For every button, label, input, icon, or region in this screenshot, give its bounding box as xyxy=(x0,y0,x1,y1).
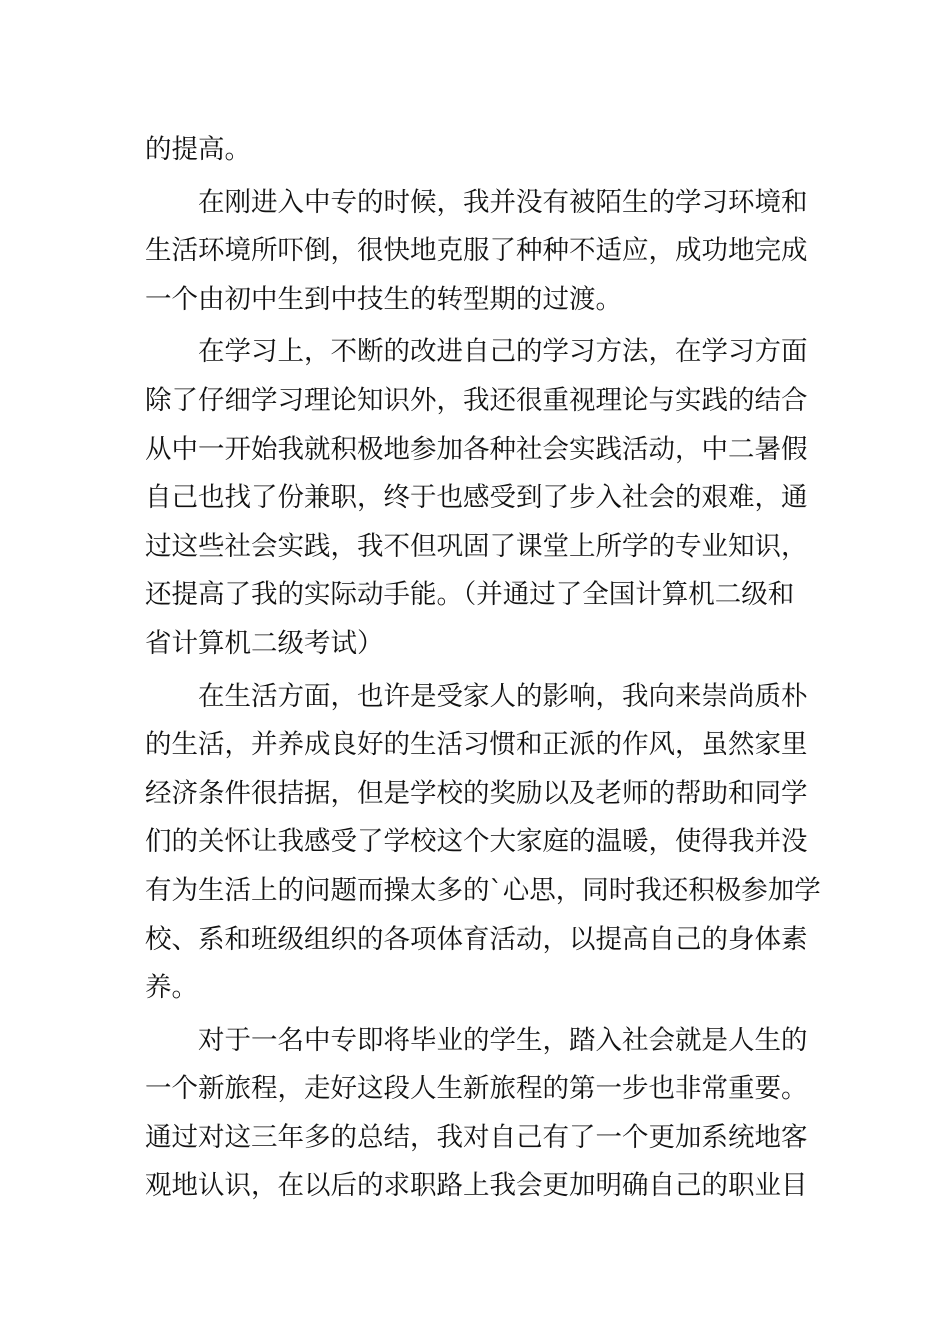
text-line: 从中一开始我就积极地参加各种社会实践活动，中二暑假 xyxy=(145,433,808,465)
text-line: 经济条件很拮据，但是学校的奖励以及老师的帮助和同学 xyxy=(145,777,808,809)
paragraph xyxy=(145,328,810,668)
paragraph xyxy=(145,179,810,325)
text-line: 在刚进入中专的时候，我并没有被陌生的学习环境和 xyxy=(198,186,808,218)
text-line: 一个新旅程，走好这段人生新旅程的第一步也非常重要。 xyxy=(145,1073,808,1105)
paragraph xyxy=(145,673,821,1013)
text-line: 还提高了我的实际动手能。（并通过了全国计算机二级和 xyxy=(145,579,795,611)
text-line: 省计算机二级考试） xyxy=(145,627,384,659)
text-line: 一个由初中生到中技生的转型期的过渡。 xyxy=(145,283,622,315)
text-line: 过这些社会实践，我不但巩固了课堂上所学的专业知识， xyxy=(145,530,808,562)
text-line: 校、系和班级组织的各项体育活动，以提高自己的身体素 xyxy=(145,923,808,955)
text-line: 的生活，并养成良好的生活习惯和正派的作风，虽然家里 xyxy=(145,729,808,761)
text-line: 除了仔细学习理论知识外，我还很重视理论与实践的结合 xyxy=(145,384,808,416)
text-line: 自己也找了份兼职，终于也感受到了步入社会的艰难，通 xyxy=(145,482,808,514)
text-line: 们的关怀让我感受了学校这个大家庭的温暖，使得我并没 xyxy=(145,826,808,858)
text-line: 的提高。 xyxy=(145,134,251,165)
text-line: 在学习上，不断的改进自己的学习方法，在学习方面 xyxy=(198,336,808,368)
paragraph xyxy=(145,1017,810,1211)
document-body xyxy=(145,126,821,1211)
text-line: 通过对这三年多的总结，我对自己有了一个更加系统地客 xyxy=(145,1121,808,1153)
paragraph xyxy=(145,126,810,175)
text-line: 在生活方面，也许是受家人的影响，我向来崇尚质朴 xyxy=(198,680,808,712)
text-line: 有为生活上的问题而操太多的`心思，同时我还积极参加学 xyxy=(145,874,821,906)
text-line: 对于一名中专即将毕业的学生，踏入社会就是人生的 xyxy=(198,1024,808,1056)
text-line: 生活环境所吓倒，很快地克服了种种不适应，成功地完成 xyxy=(145,235,808,267)
text-line: 养。 xyxy=(145,972,198,1004)
text-line: 观地认识，在以后的求职路上我会更加明确自己的职业目 xyxy=(145,1170,808,1202)
